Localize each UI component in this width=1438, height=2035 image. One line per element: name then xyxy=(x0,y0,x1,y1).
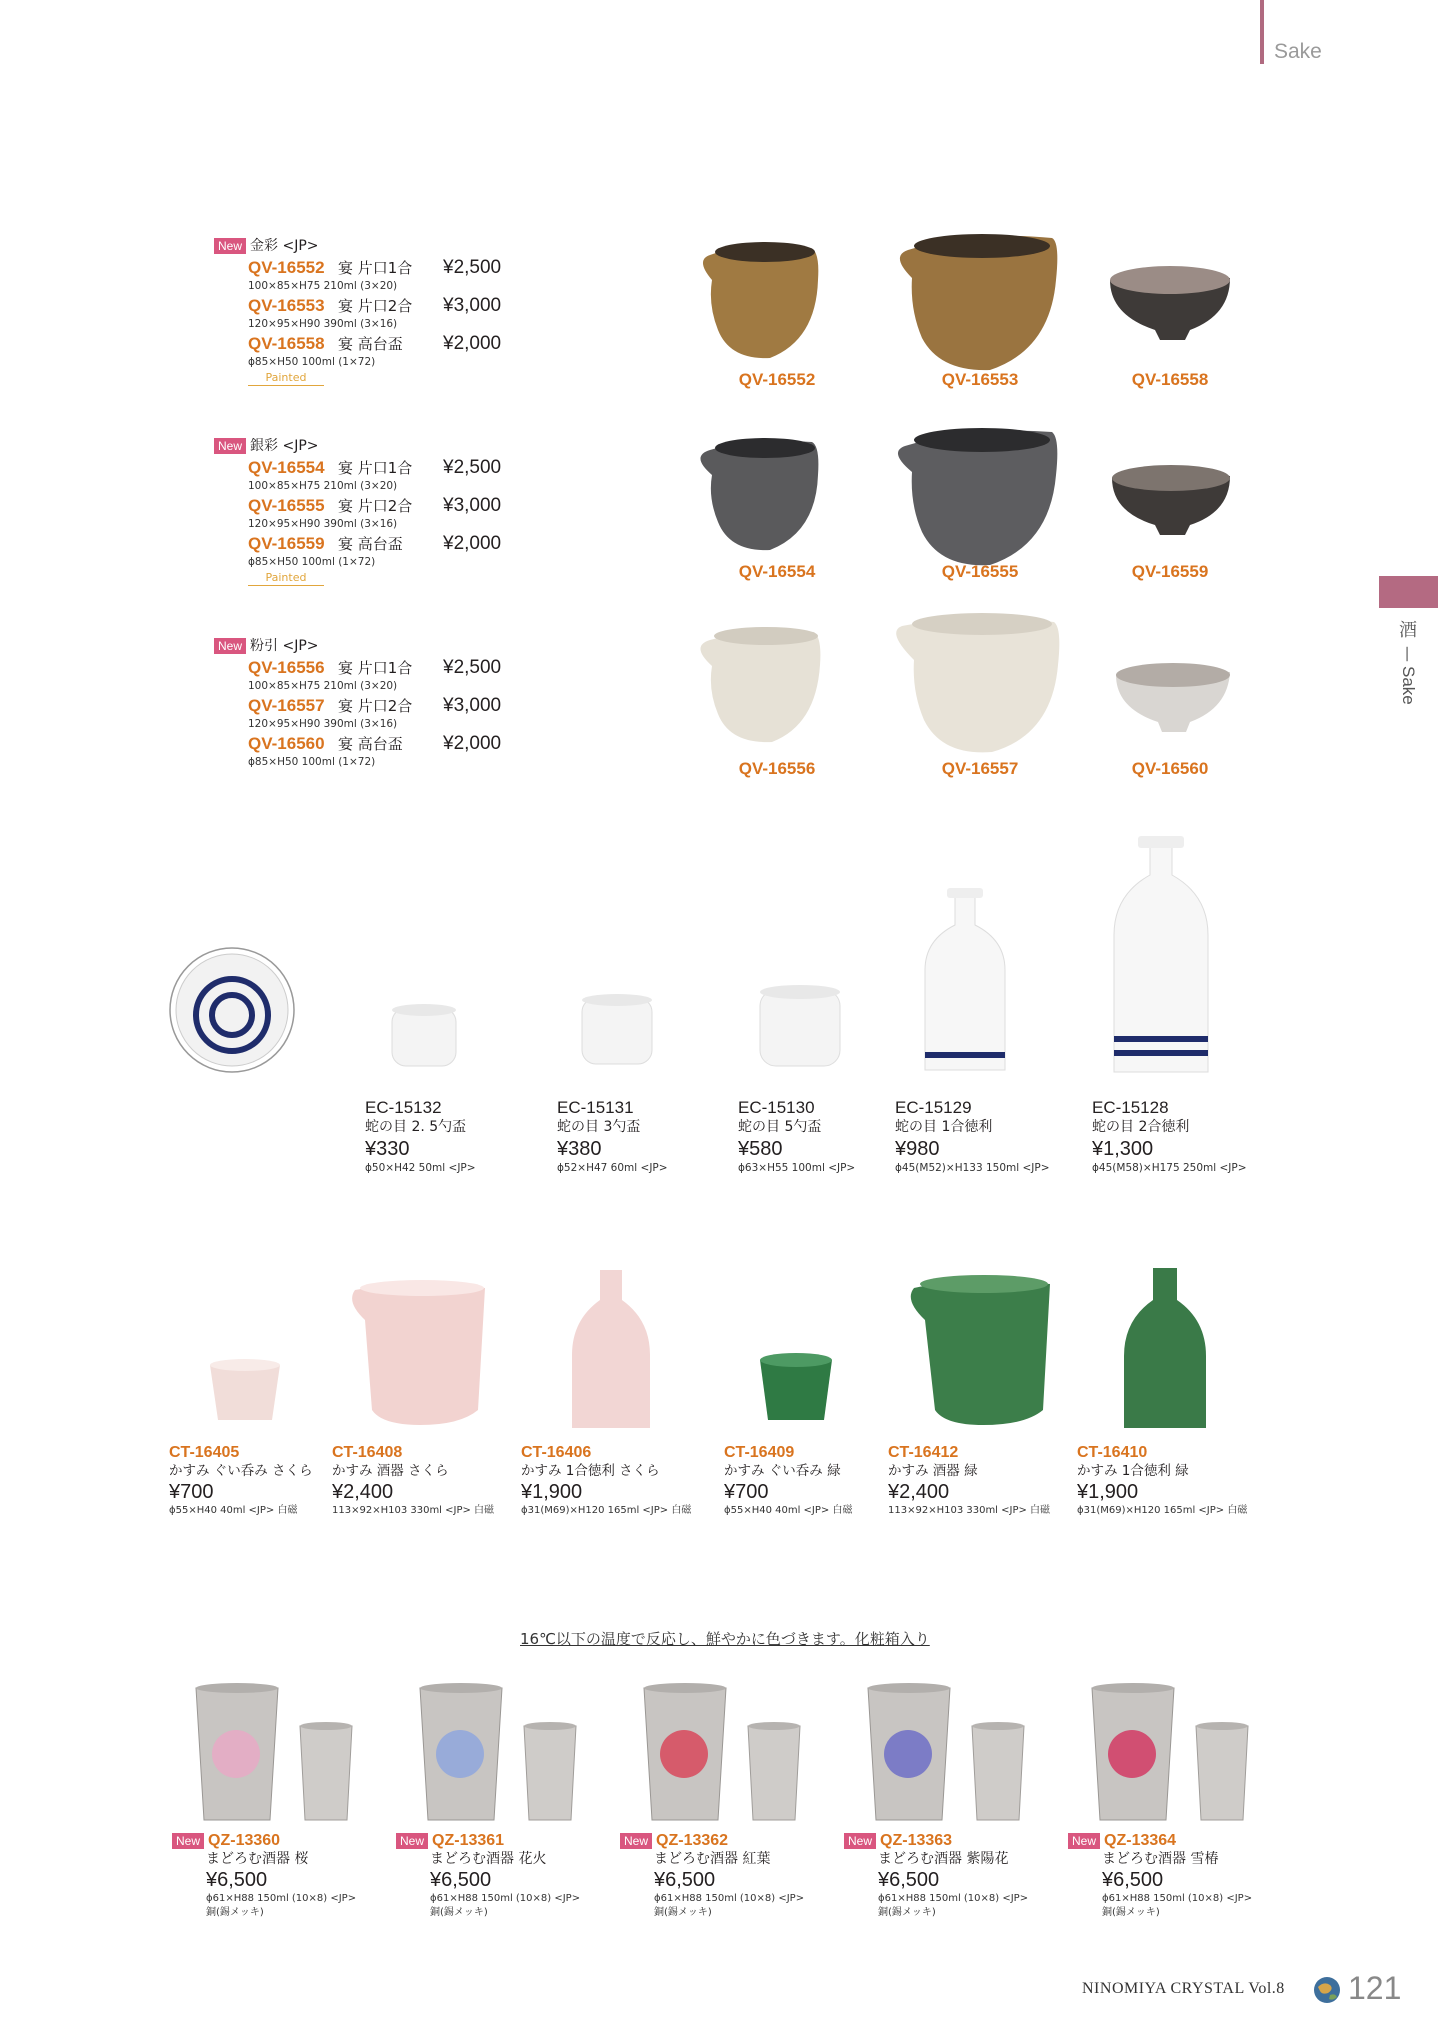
side-tab xyxy=(1379,576,1438,608)
ec-cup-15132 xyxy=(392,1004,456,1066)
ec-item-name: 蛇の目 2合徳利 xyxy=(1092,1119,1190,1135)
ec-item-price: ¥1,300 xyxy=(1092,1138,1154,1160)
ct-item-name: かすみ 酒器 さくら xyxy=(332,1463,449,1479)
qv-item-code: QV-16555 xyxy=(248,496,325,515)
ct-item-spec: 113×92×H103 330ml <JP> 白磁 xyxy=(888,1505,1051,1516)
ct-item-price: ¥2,400 xyxy=(332,1481,394,1503)
qv-item-spec: 120×95×H90 390ml (3×16) xyxy=(248,318,398,330)
qv-item-price: ¥2,500 xyxy=(443,457,502,478)
qv-group-title xyxy=(214,437,534,455)
new-badge: New xyxy=(844,1833,876,1849)
qv-item-name: 宴 高台盃 xyxy=(338,535,403,553)
qv-item-price: ¥3,000 xyxy=(443,295,502,316)
qv-group-name: 粉引 <JP> xyxy=(250,638,319,654)
ct-item-name: かすみ 1合徳利 さくら xyxy=(521,1463,660,1479)
ec-item xyxy=(557,1098,747,1175)
qz-tumbler-pair xyxy=(190,1680,360,1825)
qv-item-name: 宴 高台盃 xyxy=(338,335,403,353)
ec-inset-top-view xyxy=(170,948,294,1072)
ec-item-price: ¥580 xyxy=(738,1138,783,1160)
qv-group xyxy=(214,637,534,769)
side-tab-en: Sake xyxy=(1399,666,1418,705)
vessel-qv-16552 xyxy=(703,242,818,358)
ec-item-code: EC-15128 xyxy=(1092,1098,1169,1117)
qz-item-name: まどろむ酒器 雪椿 xyxy=(1102,1851,1219,1867)
new-badge: New xyxy=(172,1833,204,1849)
new-badge: New xyxy=(1068,1833,1100,1849)
qz-item-name: まどろむ酒器 花火 xyxy=(430,1851,547,1867)
qz-item-material: 銅(錫メッキ) xyxy=(430,1907,488,1918)
qv-group-name: 銀彩 <JP> xyxy=(250,438,319,454)
ec-item-spec: ϕ63×H55 100ml <JP> xyxy=(738,1162,856,1174)
ct-item-price: ¥1,900 xyxy=(1077,1481,1139,1503)
ec-item-name: 蛇の目 5勺盃 xyxy=(738,1119,822,1135)
qz-item-code: QZ-13363 xyxy=(880,1832,953,1849)
ec-item-name: 蛇の目 2. 5勺盃 xyxy=(365,1119,467,1135)
qv-item-name: 宴 片口2合 xyxy=(338,497,413,515)
ct-cup-16405 xyxy=(210,1359,280,1420)
qv-item-code: QV-16554 xyxy=(248,458,325,477)
qv-photo-caption: QV-16555 xyxy=(941,562,1019,581)
new-badge: New xyxy=(214,238,246,254)
vessel-qv-16554 xyxy=(700,438,818,550)
qz-item-name: まどろむ酒器 紅葉 xyxy=(654,1851,771,1867)
qv-item-price: ¥2,000 xyxy=(443,333,502,354)
qz-item-name: まどろむ酒器 紫陽花 xyxy=(878,1851,1009,1867)
ec-item-price: ¥330 xyxy=(365,1138,410,1160)
section-title: Sake xyxy=(1274,40,1322,63)
ec-cup-15130 xyxy=(760,985,840,1066)
ec-item-spec: ϕ45(M58)×H175 250ml <JP> xyxy=(1092,1162,1247,1174)
qz-item-code: QZ-13360 xyxy=(208,1832,281,1849)
qv-item-spec: ϕ85×H50 100ml (1×72) xyxy=(248,556,376,568)
qv-group-name: 金彩 <JP> xyxy=(250,238,319,254)
ec-item-code: EC-15131 xyxy=(557,1098,634,1117)
ct-item-price: ¥700 xyxy=(169,1481,214,1503)
qv-item-code: QV-16553 xyxy=(248,296,325,315)
side-tab-label xyxy=(1396,616,1420,705)
qv-photo-caption: QV-16559 xyxy=(1131,562,1209,581)
ec-item-code: EC-15132 xyxy=(365,1098,442,1117)
qz-item-spec: ϕ61×H88 150ml (10×8) <JP> xyxy=(1102,1893,1253,1904)
qv-item-row xyxy=(248,295,534,317)
qv-item-price: ¥3,000 xyxy=(443,695,502,716)
new-badge: New xyxy=(214,638,246,654)
ct-item xyxy=(521,1444,721,1518)
qv-item-code: QV-16560 xyxy=(248,734,325,753)
ec-item-spec: ϕ45(M52)×H133 150ml <JP> xyxy=(895,1162,1050,1174)
qv-photo-caption: QV-16553 xyxy=(941,370,1019,389)
ct-item-price: ¥2,400 xyxy=(888,1481,950,1503)
qv-group xyxy=(214,237,534,386)
qz-item-price: ¥6,500 xyxy=(1102,1869,1164,1891)
ct-bottle-16406 xyxy=(572,1270,650,1428)
vessel-qv-16557 xyxy=(896,613,1059,752)
ct-pitcher-16408 xyxy=(352,1280,485,1425)
vessel-qv-16555 xyxy=(898,428,1057,565)
ec-item-code: EC-15129 xyxy=(895,1098,972,1117)
vessel-qv-16553 xyxy=(900,234,1057,370)
qz-item-code: QZ-13362 xyxy=(656,1832,729,1849)
ct-item-code: CT-16409 xyxy=(724,1444,795,1461)
qz-item-spec: ϕ61×H88 150ml (10×8) <JP> xyxy=(206,1893,357,1904)
ec-item xyxy=(1092,1098,1282,1175)
vessel-qv-16560 xyxy=(1116,663,1230,732)
qv-item-row xyxy=(248,333,534,355)
new-badge: New xyxy=(214,438,246,454)
qv-item-price: ¥2,500 xyxy=(443,257,502,278)
qv-photo-caption: QV-16557 xyxy=(941,759,1019,778)
ct-item-price: ¥1,900 xyxy=(521,1481,583,1503)
ec-item-price: ¥380 xyxy=(557,1138,602,1160)
ct-item xyxy=(888,1444,1088,1518)
qz-banner: 16℃以下の温度で反応し、鮮やかに色づきます。化粧箱入り xyxy=(520,1630,930,1648)
qz-item-material: 銅(錫メッキ) xyxy=(878,1907,936,1918)
qv-photo-caption: QV-16558 xyxy=(1131,370,1209,389)
ct-photos xyxy=(160,1260,1260,1430)
qz-item-header xyxy=(396,1830,611,1850)
qv-item-name: 宴 片口2合 xyxy=(338,297,413,315)
qz-item xyxy=(620,1830,835,1920)
qv-item-row xyxy=(248,657,534,679)
qv-item-code: QV-16556 xyxy=(248,658,325,677)
qv-item-row xyxy=(248,495,534,517)
qz-item-code: QZ-13364 xyxy=(1104,1832,1177,1849)
new-badge: New xyxy=(620,1833,652,1849)
ec-item xyxy=(895,1098,1085,1175)
qv-item-code: QV-16558 xyxy=(248,334,325,353)
qz-item-price: ¥6,500 xyxy=(206,1869,268,1891)
qz-item-material: 銅(錫メッキ) xyxy=(654,1907,712,1918)
qv-item-name: 宴 片口1合 xyxy=(338,659,413,677)
qv-photo-caption: QV-16552 xyxy=(738,370,816,389)
ct-item-code: CT-16412 xyxy=(888,1444,959,1461)
qv-item-row xyxy=(248,733,534,755)
qz-item-material: 銅(錫メッキ) xyxy=(206,1907,264,1918)
qv-item-spec: ϕ85×H50 100ml (1×72) xyxy=(248,356,376,368)
vessel-qv-16558 xyxy=(1110,266,1230,340)
qv-item-price: ¥2,500 xyxy=(443,657,502,678)
side-tab-separator: — xyxy=(1398,646,1418,662)
ct-item-code: CT-16408 xyxy=(332,1444,403,1461)
ec-item-spec: ϕ52×H47 60ml <JP> xyxy=(557,1162,668,1174)
ec-bottle-15129 xyxy=(925,888,1005,1070)
ec-photos xyxy=(160,830,1260,1100)
qv-item-spec: 120×95×H90 390ml (3×16) xyxy=(248,718,398,730)
qz-item xyxy=(172,1830,387,1920)
qz-tumbler-pair xyxy=(414,1680,584,1825)
ct-item-code: CT-16406 xyxy=(521,1444,592,1461)
ct-item xyxy=(1077,1444,1277,1518)
qv-item-price: ¥2,000 xyxy=(443,733,502,754)
qv-item-row xyxy=(248,695,534,717)
qz-item-spec: ϕ61×H88 150ml (10×8) <JP> xyxy=(878,1893,1029,1904)
painted-label: Painted xyxy=(248,571,324,586)
qv-item-row xyxy=(248,533,534,555)
ct-item-price: ¥700 xyxy=(724,1481,769,1503)
ct-item-code: CT-16410 xyxy=(1077,1444,1148,1461)
qv-item-code: QV-16559 xyxy=(248,534,325,553)
qz-item-spec: ϕ61×H88 150ml (10×8) <JP> xyxy=(430,1893,581,1904)
ct-item-name: かすみ 1合徳利 緑 xyxy=(1077,1463,1189,1479)
ct-item-spec: ϕ55×H40 40ml <JP> 白磁 xyxy=(169,1505,298,1516)
painted-label: Painted xyxy=(248,371,324,386)
ct-item-spec: ϕ55×H40 40ml <JP> 白磁 xyxy=(724,1505,853,1516)
ct-item-name: かすみ ぐい呑み 緑 xyxy=(724,1463,841,1479)
qv-item-spec: 100×85×H75 210ml (3×20) xyxy=(248,680,398,692)
ec-cup-15131 xyxy=(582,994,652,1064)
globe-icon xyxy=(1312,1975,1342,2005)
header-rule xyxy=(1260,0,1264,64)
ec-item-name: 蛇の目 1合徳利 xyxy=(895,1119,993,1135)
qz-item-name: まどろむ酒器 桜 xyxy=(206,1851,309,1867)
ec-item-price: ¥980 xyxy=(895,1138,940,1160)
qv-item-name: 宴 片口1合 xyxy=(338,259,413,277)
qz-tumbler-pair xyxy=(638,1680,808,1825)
qz-item-header xyxy=(620,1830,835,1850)
ct-cup-16409 xyxy=(760,1353,832,1420)
qv-item-spec: 120×95×H90 390ml (3×16) xyxy=(248,518,398,530)
qz-item xyxy=(1068,1830,1283,1920)
qv-photo-caption: QV-16556 xyxy=(738,759,816,778)
qv-group xyxy=(214,437,534,586)
qz-tumbler-pair xyxy=(862,1680,1032,1825)
ec-item-spec: ϕ50×H42 50ml <JP> xyxy=(365,1162,476,1174)
qv-item-spec: ϕ85×H50 100ml (1×72) xyxy=(248,756,376,768)
ct-item-spec: ϕ31(M69)×H120 165ml <JP> 白磁 xyxy=(1077,1505,1248,1516)
qz-item-price: ¥6,500 xyxy=(430,1869,492,1891)
qv-item-price: ¥3,000 xyxy=(443,495,502,516)
qv-group-title xyxy=(214,637,534,655)
qv-item-code: QV-16552 xyxy=(248,258,325,277)
ec-item-code: EC-15130 xyxy=(738,1098,815,1117)
ct-item-spec: 113×92×H103 330ml <JP> 白磁 xyxy=(332,1505,495,1516)
new-badge: New xyxy=(396,1833,428,1849)
qv-photo-caption: QV-16560 xyxy=(1131,759,1209,778)
qz-item-price: ¥6,500 xyxy=(654,1869,716,1891)
qz-item-spec: ϕ61×H88 150ml (10×8) <JP> xyxy=(654,1893,805,1904)
ct-item-code: CT-16405 xyxy=(169,1444,240,1461)
qv-item-spec: 100×85×H75 210ml (3×20) xyxy=(248,280,398,292)
qv-photo-grid xyxy=(690,220,1290,790)
qv-item-name: 宴 片口1合 xyxy=(338,459,413,477)
ec-item-name: 蛇の目 3勺盃 xyxy=(557,1119,641,1135)
qz-item xyxy=(396,1830,611,1920)
qz-item-header xyxy=(1068,1830,1283,1850)
vessel-qv-16556 xyxy=(700,627,820,742)
qv-item-code: QV-16557 xyxy=(248,696,325,715)
ct-item xyxy=(332,1444,532,1518)
qv-item-spec: 100×85×H75 210ml (3×20) xyxy=(248,480,398,492)
qz-item-code: QZ-13361 xyxy=(432,1832,505,1849)
ct-pitcher-16412 xyxy=(911,1275,1050,1425)
ct-item-name: かすみ 酒器 緑 xyxy=(888,1463,978,1479)
qv-item-name: 宴 片口2合 xyxy=(338,697,413,715)
qv-item-row xyxy=(248,457,534,479)
qv-item-name: 宴 高台盃 xyxy=(338,735,403,753)
side-tab-kanji: 酒 xyxy=(1399,620,1417,641)
qv-photo-caption: QV-16554 xyxy=(738,562,816,581)
qz-item-header xyxy=(844,1830,1059,1850)
ct-item-name: かすみ ぐい呑み さくら xyxy=(169,1463,313,1479)
ec-item xyxy=(365,1098,555,1175)
qz-item-header xyxy=(172,1830,387,1850)
qz-item-price: ¥6,500 xyxy=(878,1869,940,1891)
qz-tumbler-pair xyxy=(1086,1680,1256,1825)
qz-item-material: 銅(錫メッキ) xyxy=(1102,1907,1160,1918)
ct-bottle-16410 xyxy=(1124,1268,1206,1428)
qv-item-row xyxy=(248,257,534,279)
ec-bottle-15128 xyxy=(1114,836,1208,1072)
vessel-qv-16559 xyxy=(1112,465,1230,535)
qv-group-title xyxy=(214,237,534,255)
page-number: 121 xyxy=(1348,1970,1402,2006)
footer-brand: NINOMIYA CRYSTAL Vol.8 xyxy=(1082,1980,1285,1997)
qv-item-price: ¥2,000 xyxy=(443,533,502,554)
qz-item xyxy=(844,1830,1059,1920)
ct-item-spec: ϕ31(M69)×H120 165ml <JP> 白磁 xyxy=(521,1505,692,1516)
